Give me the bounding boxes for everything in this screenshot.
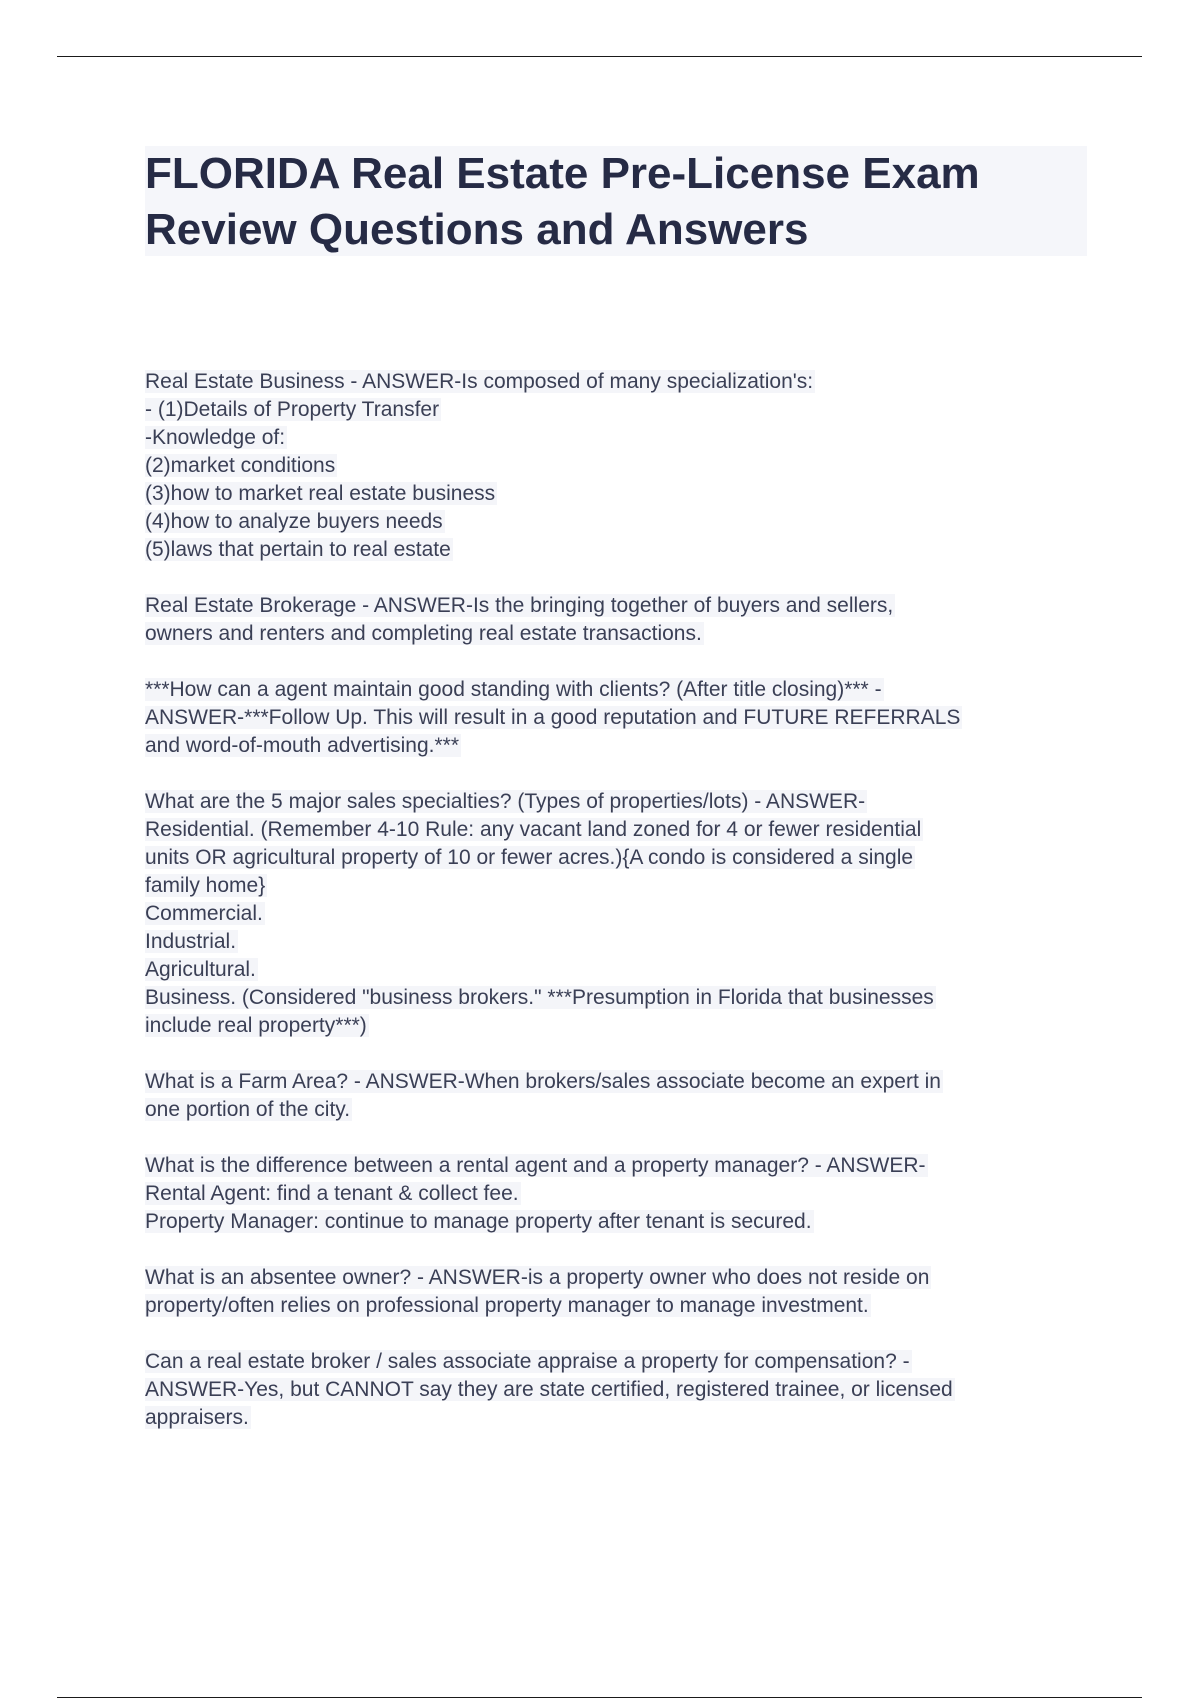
qa-line [145,1096,1105,1124]
qa-line-text: ANSWER-Yes, but CANNOT say they are state certified, registered trainee, or licensed [145,1378,953,1401]
qa-line-text: Real Estate Brokerage - ANSWER-Is the bringing together of buyers and sellers, [145,594,894,617]
qa-line-text: Industrial. [145,930,237,953]
qa-line [145,1208,1105,1236]
qa-entry [145,1348,1105,1432]
qa-line-text: Business. (Considered "business brokers." ***Presumption in Florida that businesses [145,986,934,1009]
qa-line [145,1068,1105,1096]
qa-line-text: units OR agricultural property of 10 or fewer acres.){A condo is considered a single [145,846,914,869]
qa-line-text: Residential. (Remember 4-10 Rule: any vacant land zoned for 4 or fewer residential [145,818,922,841]
qa-line [145,1264,1105,1292]
qa-line [145,704,1105,732]
qa-line [145,1348,1105,1376]
qa-entry [145,368,1105,564]
qa-line [145,1180,1105,1208]
qa-line [145,508,1105,536]
qa-line [145,1376,1105,1404]
qa-line [145,956,1105,984]
qa-line-text: Commercial. [145,902,263,925]
qa-line [145,620,1105,648]
qa-line-text: What is the difference between a rental agent and a property manager? - ANSWER- [145,1154,926,1177]
qa-entry [145,592,1105,648]
qa-line-text: (5)laws that pertain to real estate [145,538,451,561]
qa-line-text: - (1)Details of Property Transfer [145,398,440,421]
qa-line [145,1404,1105,1432]
qa-line-text: What are the 5 major sales specialties? (Types of properties/lots) - ANSWER- [145,790,866,813]
qa-line [145,480,1105,508]
qa-line [145,732,1105,760]
qa-line [145,592,1105,620]
qa-entry [145,1068,1105,1124]
qa-line [145,368,1105,396]
qa-line [145,396,1105,424]
qa-entry [145,676,1105,760]
qa-line-text: one portion of the city. [145,1098,351,1121]
qa-line [145,844,1105,872]
qa-entry [145,1152,1105,1236]
qa-line-text: and word-of-mouth advertising.*** [145,734,459,757]
qa-line-text: -Knowledge of: [145,426,286,449]
qa-entry [145,788,1105,1040]
qa-line [145,1152,1105,1180]
qa-line-text: property/often relies on professional property manager to manage investment. [145,1294,869,1317]
qa-line-text: Property Manager: continue to manage property after tenant is secured. [145,1210,812,1233]
qa-line-text: (2)market conditions [145,454,336,477]
qa-line-text: What is a Farm Area? - ANSWER-When brokers/sales associate become an expert in [145,1070,941,1093]
qa-line [145,872,1105,900]
qa-line-text: (3)how to market real estate business [145,482,496,505]
qa-line [145,816,1105,844]
qa-line-text: Can a real estate broker / sales associate appraise a property for compensation? - [145,1350,910,1373]
bottom-rule [57,1697,1142,1698]
qa-line-text: Rental Agent: find a tenant & collect fee. [145,1182,519,1205]
qa-line [145,900,1105,928]
qa-line [145,424,1105,452]
qa-line-text: family home} [145,874,266,897]
qa-line-text: Real Estate Business - ANSWER-Is composed of many specialization's: [145,370,814,393]
top-rule [57,56,1142,57]
qa-line-text: What is an absentee owner? - ANSWER-is a property owner who does not reside on [145,1266,930,1289]
qa-line-text: owners and renters and completing real estate transactions. [145,622,702,645]
qa-line [145,984,1105,1012]
qa-line [145,1012,1105,1040]
qa-entry [145,1264,1105,1320]
qa-line-text: ***How can a agent maintain good standing with clients? (After title closing)*** - [145,678,882,701]
document-title-line-2: Review Questions and Answers [145,205,809,254]
qa-line-text: appraisers. [145,1406,249,1429]
qa-list [145,368,1105,1460]
qa-line-text: include real property***) [145,1014,367,1037]
qa-line [145,676,1105,704]
qa-line-text: (4)how to analyze buyers needs [145,510,443,533]
qa-line [145,1292,1105,1320]
qa-line-text: Agricultural. [145,958,256,981]
qa-line [145,536,1105,564]
qa-line [145,452,1105,480]
qa-line-text: ANSWER-***Follow Up. This will result in a good reputation and FUTURE REFERRALS [145,706,961,729]
qa-line [145,928,1105,956]
document-title-line-1: FLORIDA Real Estate Pre-License Exam [145,149,980,198]
qa-line [145,788,1105,816]
